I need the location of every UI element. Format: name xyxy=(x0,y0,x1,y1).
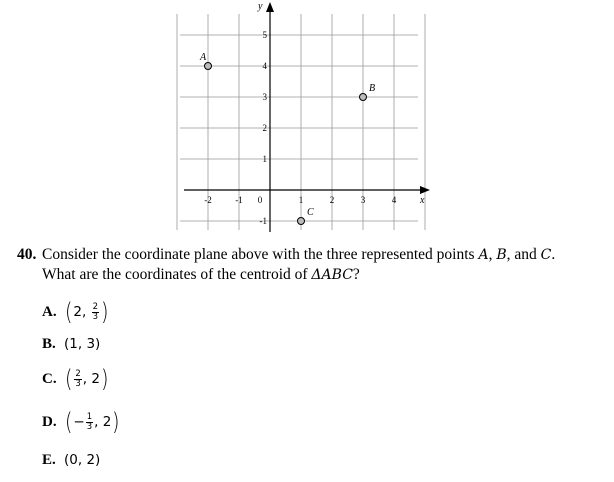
question-line-1 xyxy=(17,245,607,265)
x-tick-label: 4 xyxy=(391,195,397,205)
sep-1: , xyxy=(488,246,497,263)
y-tick-label: 5 xyxy=(262,30,267,40)
point-b-ref: B xyxy=(496,247,507,263)
numerator: 1 xyxy=(86,411,93,422)
x-tick-label: 2 xyxy=(329,195,335,205)
x-tick-label: 0 xyxy=(257,195,263,205)
x-tick-label: 3 xyxy=(360,195,366,205)
open-paren: ( xyxy=(64,408,73,436)
choice-value: ( $\frac{2}{3}$ , 2 ) xyxy=(64,365,109,393)
y-tick-label: -1 xyxy=(259,216,267,226)
point-c-ref: C xyxy=(540,247,552,263)
choice-a[interactable] xyxy=(42,297,109,327)
choice-letter: D. xyxy=(42,413,57,430)
choice-letter: C. xyxy=(42,370,57,387)
point-c xyxy=(298,218,305,225)
choice-b[interactable] xyxy=(42,329,100,359)
denominator: 3 xyxy=(92,311,98,322)
question-mark: ? xyxy=(352,266,360,283)
fraction xyxy=(86,413,93,432)
point-a xyxy=(205,63,212,70)
choice-value: ( − $\frac{1}{3}$ , 2 ) xyxy=(64,408,120,436)
coordinate-plane xyxy=(0,0,614,240)
close-paren: ) xyxy=(100,365,109,393)
numerator: 2 xyxy=(92,301,98,312)
triangle-ref: ΔABC xyxy=(311,267,353,283)
question-text-1: Consider the coordinate plane above with the three represented points xyxy=(42,246,479,263)
question-text-2: What are the coordinates of the centroid of xyxy=(42,266,312,283)
point-a-ref: A xyxy=(478,247,489,263)
minus-sign: − xyxy=(73,414,85,430)
denominator: 3 xyxy=(86,421,93,432)
question-number: 40. xyxy=(17,246,37,263)
whole-number: 2 xyxy=(73,304,82,320)
x-tick-label: -2 xyxy=(204,195,212,205)
x-axis-label: x xyxy=(420,195,425,206)
point-label-c: C xyxy=(307,207,314,218)
choice-letter: A. xyxy=(42,303,57,320)
sep-3: . xyxy=(551,246,556,263)
choice-d[interactable] xyxy=(42,407,121,437)
choice-c[interactable] xyxy=(42,364,109,394)
choice-value: ( 2 , $\frac{2}{3}$ ) xyxy=(64,298,109,326)
choice-e[interactable] xyxy=(42,445,100,475)
close-paren: ) xyxy=(100,298,109,326)
denominator: 3 xyxy=(75,378,81,389)
open-paren: ( xyxy=(64,365,73,393)
choice-letter: B. xyxy=(42,335,56,352)
y-axis-label: y xyxy=(258,1,263,12)
x-tick-label: -1 xyxy=(235,195,243,205)
y-tick-label: 1 xyxy=(262,154,267,164)
point-label-b: B xyxy=(369,83,376,94)
question xyxy=(17,245,607,285)
sep-2: , and xyxy=(506,246,541,263)
numerator: 2 xyxy=(75,368,81,379)
whole-number: 2 xyxy=(91,371,100,387)
fraction xyxy=(74,370,81,389)
point-b xyxy=(360,94,367,101)
x-tick-label: 1 xyxy=(298,195,304,205)
points xyxy=(199,52,375,225)
y-tick-label: 4 xyxy=(262,61,267,71)
point-label-a: A xyxy=(200,52,207,63)
y-tick-label: 3 xyxy=(262,92,267,102)
choice-value: (1, 3) xyxy=(64,336,101,352)
choice-letter: E. xyxy=(42,451,56,468)
close-paren: ) xyxy=(112,408,120,436)
open-paren: ( xyxy=(64,298,73,326)
fraction xyxy=(92,303,99,322)
y-tick-label: 2 xyxy=(262,123,267,133)
whole-number: 2 xyxy=(102,414,112,430)
choice-value: (0, 2) xyxy=(64,452,101,468)
y-axis-arrow xyxy=(266,2,274,12)
question-line-2 xyxy=(17,265,607,285)
